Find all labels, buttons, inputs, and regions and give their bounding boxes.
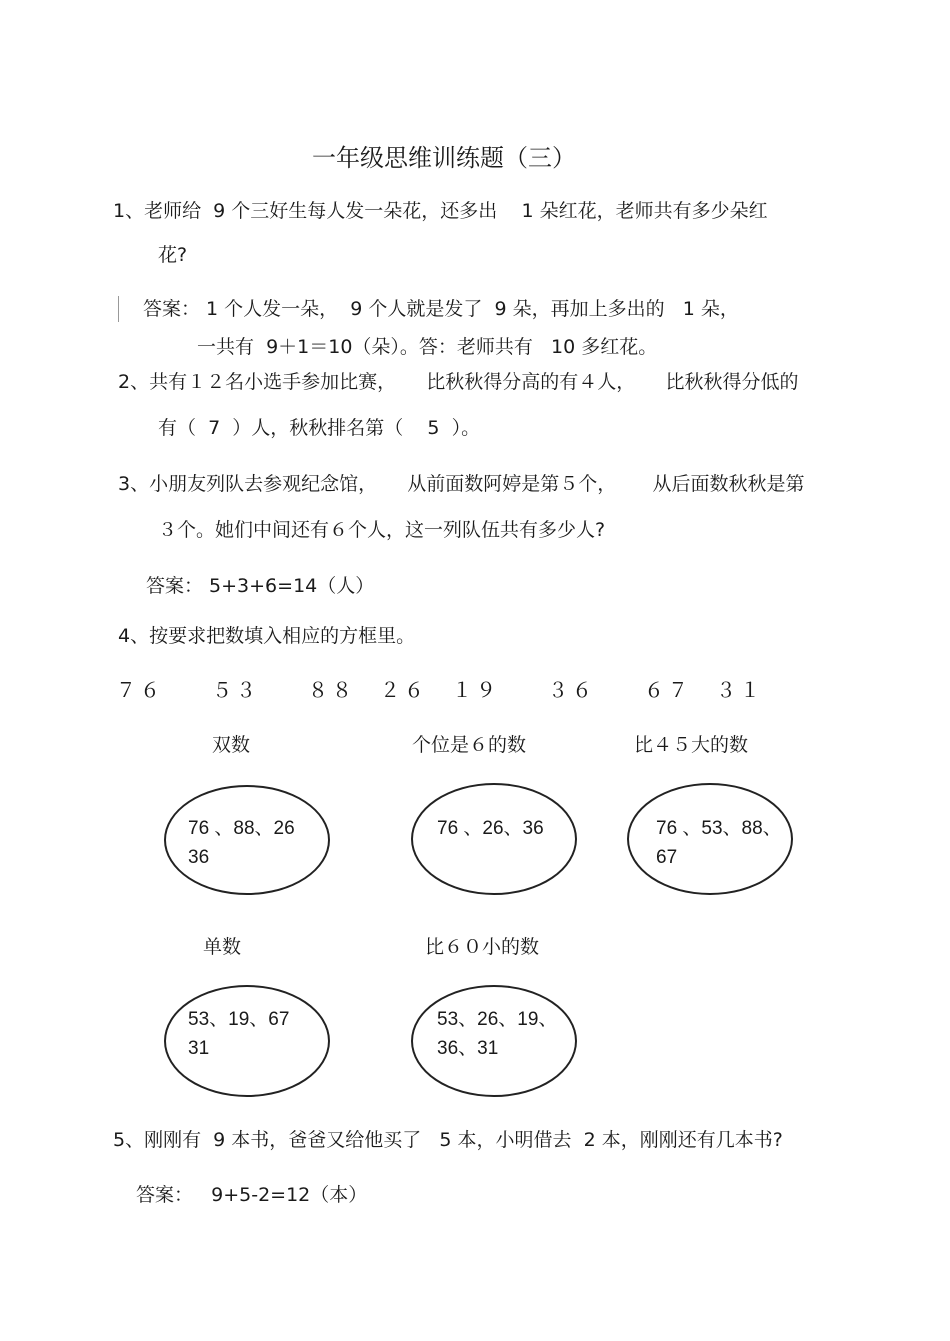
group-label-less-60: 比６０小的数 xyxy=(425,936,540,958)
question-5-line-1: 5、刚刚有 9 本书，爸爸又给他买了 5 本，小明借去 2 本，刚刚还有几本书? xyxy=(113,1129,783,1151)
question-1-line-1: 1、老师给 9 个三好生每人发一朵花，还多出 1 朵红花，老师共有多少朵红 xyxy=(113,200,768,222)
margin-mark xyxy=(118,296,119,322)
answer-greater-45: 76 、53、88、 67 xyxy=(656,818,782,868)
question-3-answer: 答案： 5+3+6=14（人） xyxy=(146,575,375,597)
group-label-ones-six: 个位是６的数 xyxy=(412,734,527,756)
group-label-odd: 单数 xyxy=(203,936,242,958)
answer-ones-six: 76 、26、36 xyxy=(437,818,544,839)
question-2-line-2: 有（ 7 ）人，秋秋排名第（ 5 ）。 xyxy=(158,417,481,439)
question-2-line-1: 2、共有１２名小选手参加比赛， 比秋秋得分高的有４人， 比秋秋得分低的 xyxy=(118,371,799,393)
number-list: ７６ ５３ ８８ ２６ １９ ３６ ６７ ３１ xyxy=(116,678,764,702)
answer-less-60: 53、26、19、 36、31 xyxy=(437,1009,558,1059)
question-3-line-2: ３个。她们中间还有６个人，这一列队伍共有多少人? xyxy=(158,519,606,541)
group-label-greater-45: 比４５大的数 xyxy=(634,734,749,756)
answer-even: 76 、88、26 36 xyxy=(188,818,295,868)
group-label-even: 双数 xyxy=(212,734,251,756)
question-1-line-2: 花? xyxy=(158,244,188,266)
answer-odd: 53、19、67 31 xyxy=(188,1009,290,1059)
question-5-answer: 答案： 9+5-2=12（本） xyxy=(136,1184,368,1206)
question-1-answer-line-2: 一共有 9＋1＝10（朵）。答：老师共有 10 多红花。 xyxy=(197,336,658,358)
question-4-line-1: 4、按要求把数填入相应的方框里。 xyxy=(118,625,416,647)
page-title: 一年级思维训练题（三） xyxy=(312,144,576,172)
question-3-line-1: 3、小朋友列队去参观纪念馆， 从前面数阿婷是第５个， 从后面数秋秋是第 xyxy=(118,473,805,495)
question-1-answer-line-1: 答案： 1 个人发一朵， 9 个人就是发了 9 朵，再加上多出的 1 朵， xyxy=(143,298,739,320)
